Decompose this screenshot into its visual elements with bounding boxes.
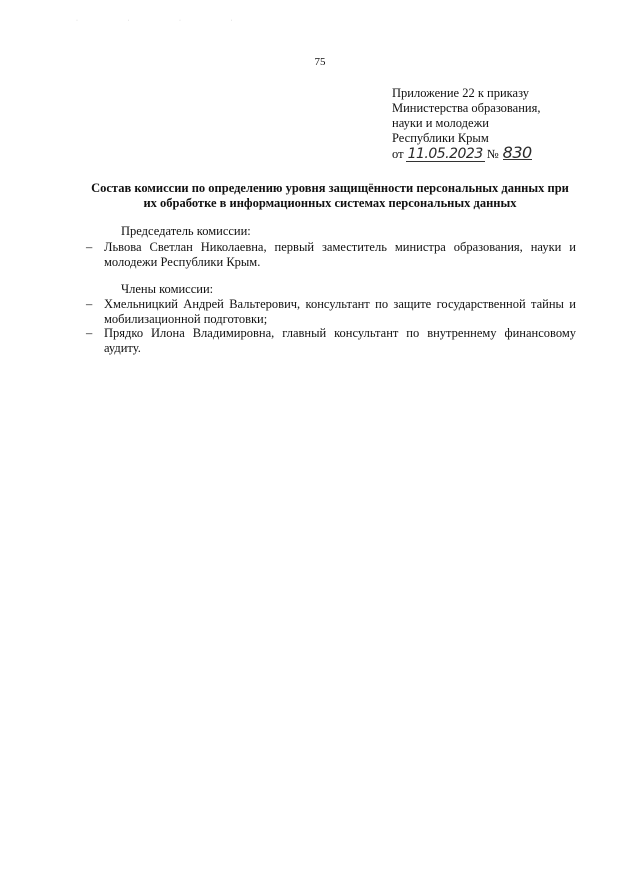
appendix-date-line xyxy=(392,143,540,162)
date-prefix: от xyxy=(392,147,404,161)
handwritten-order-number: 830 xyxy=(502,143,532,162)
list-dash: – xyxy=(86,240,93,254)
member-text: Прядко Илона Владимировна, главный консультант по внутреннему финансовому аудиту. xyxy=(104,326,576,355)
appendix-line-4: Республики Крым xyxy=(392,131,489,145)
chair-label: Председатель комиссии: xyxy=(121,224,251,238)
list-dash: – xyxy=(86,297,93,311)
list-dash: – xyxy=(86,326,93,340)
appendix-header xyxy=(392,86,540,162)
member-text: Хмельницкий Андрей Вальтерович, консультант по защите государственной тайны и мобилизационной подготовки; xyxy=(104,297,576,326)
appendix-line-1: Приложение 22 к приказу xyxy=(392,86,530,100)
members-label: Члены комиссии: xyxy=(121,282,214,296)
appendix-line-3: науки и молодежи xyxy=(392,116,489,130)
member-item xyxy=(86,297,576,327)
chair-item xyxy=(86,240,576,270)
appendix-line-2: Министерства образования, xyxy=(392,101,541,115)
handwritten-date: 11.05.2023 xyxy=(407,146,483,162)
page-number: 75 xyxy=(314,56,326,68)
scan-artifact-marks: · · · · xyxy=(76,18,257,24)
member-item xyxy=(86,326,576,356)
document-title: Состав комиссии по определению уровня защищённости персональных данных при их обработке в информационных системах персональных данных xyxy=(91,181,569,210)
chair-text: Львова Светлан Николаевна, первый заместитель министра образования, науки и молодежи Республики Крым. xyxy=(104,240,576,269)
number-prefix: № xyxy=(486,147,499,161)
